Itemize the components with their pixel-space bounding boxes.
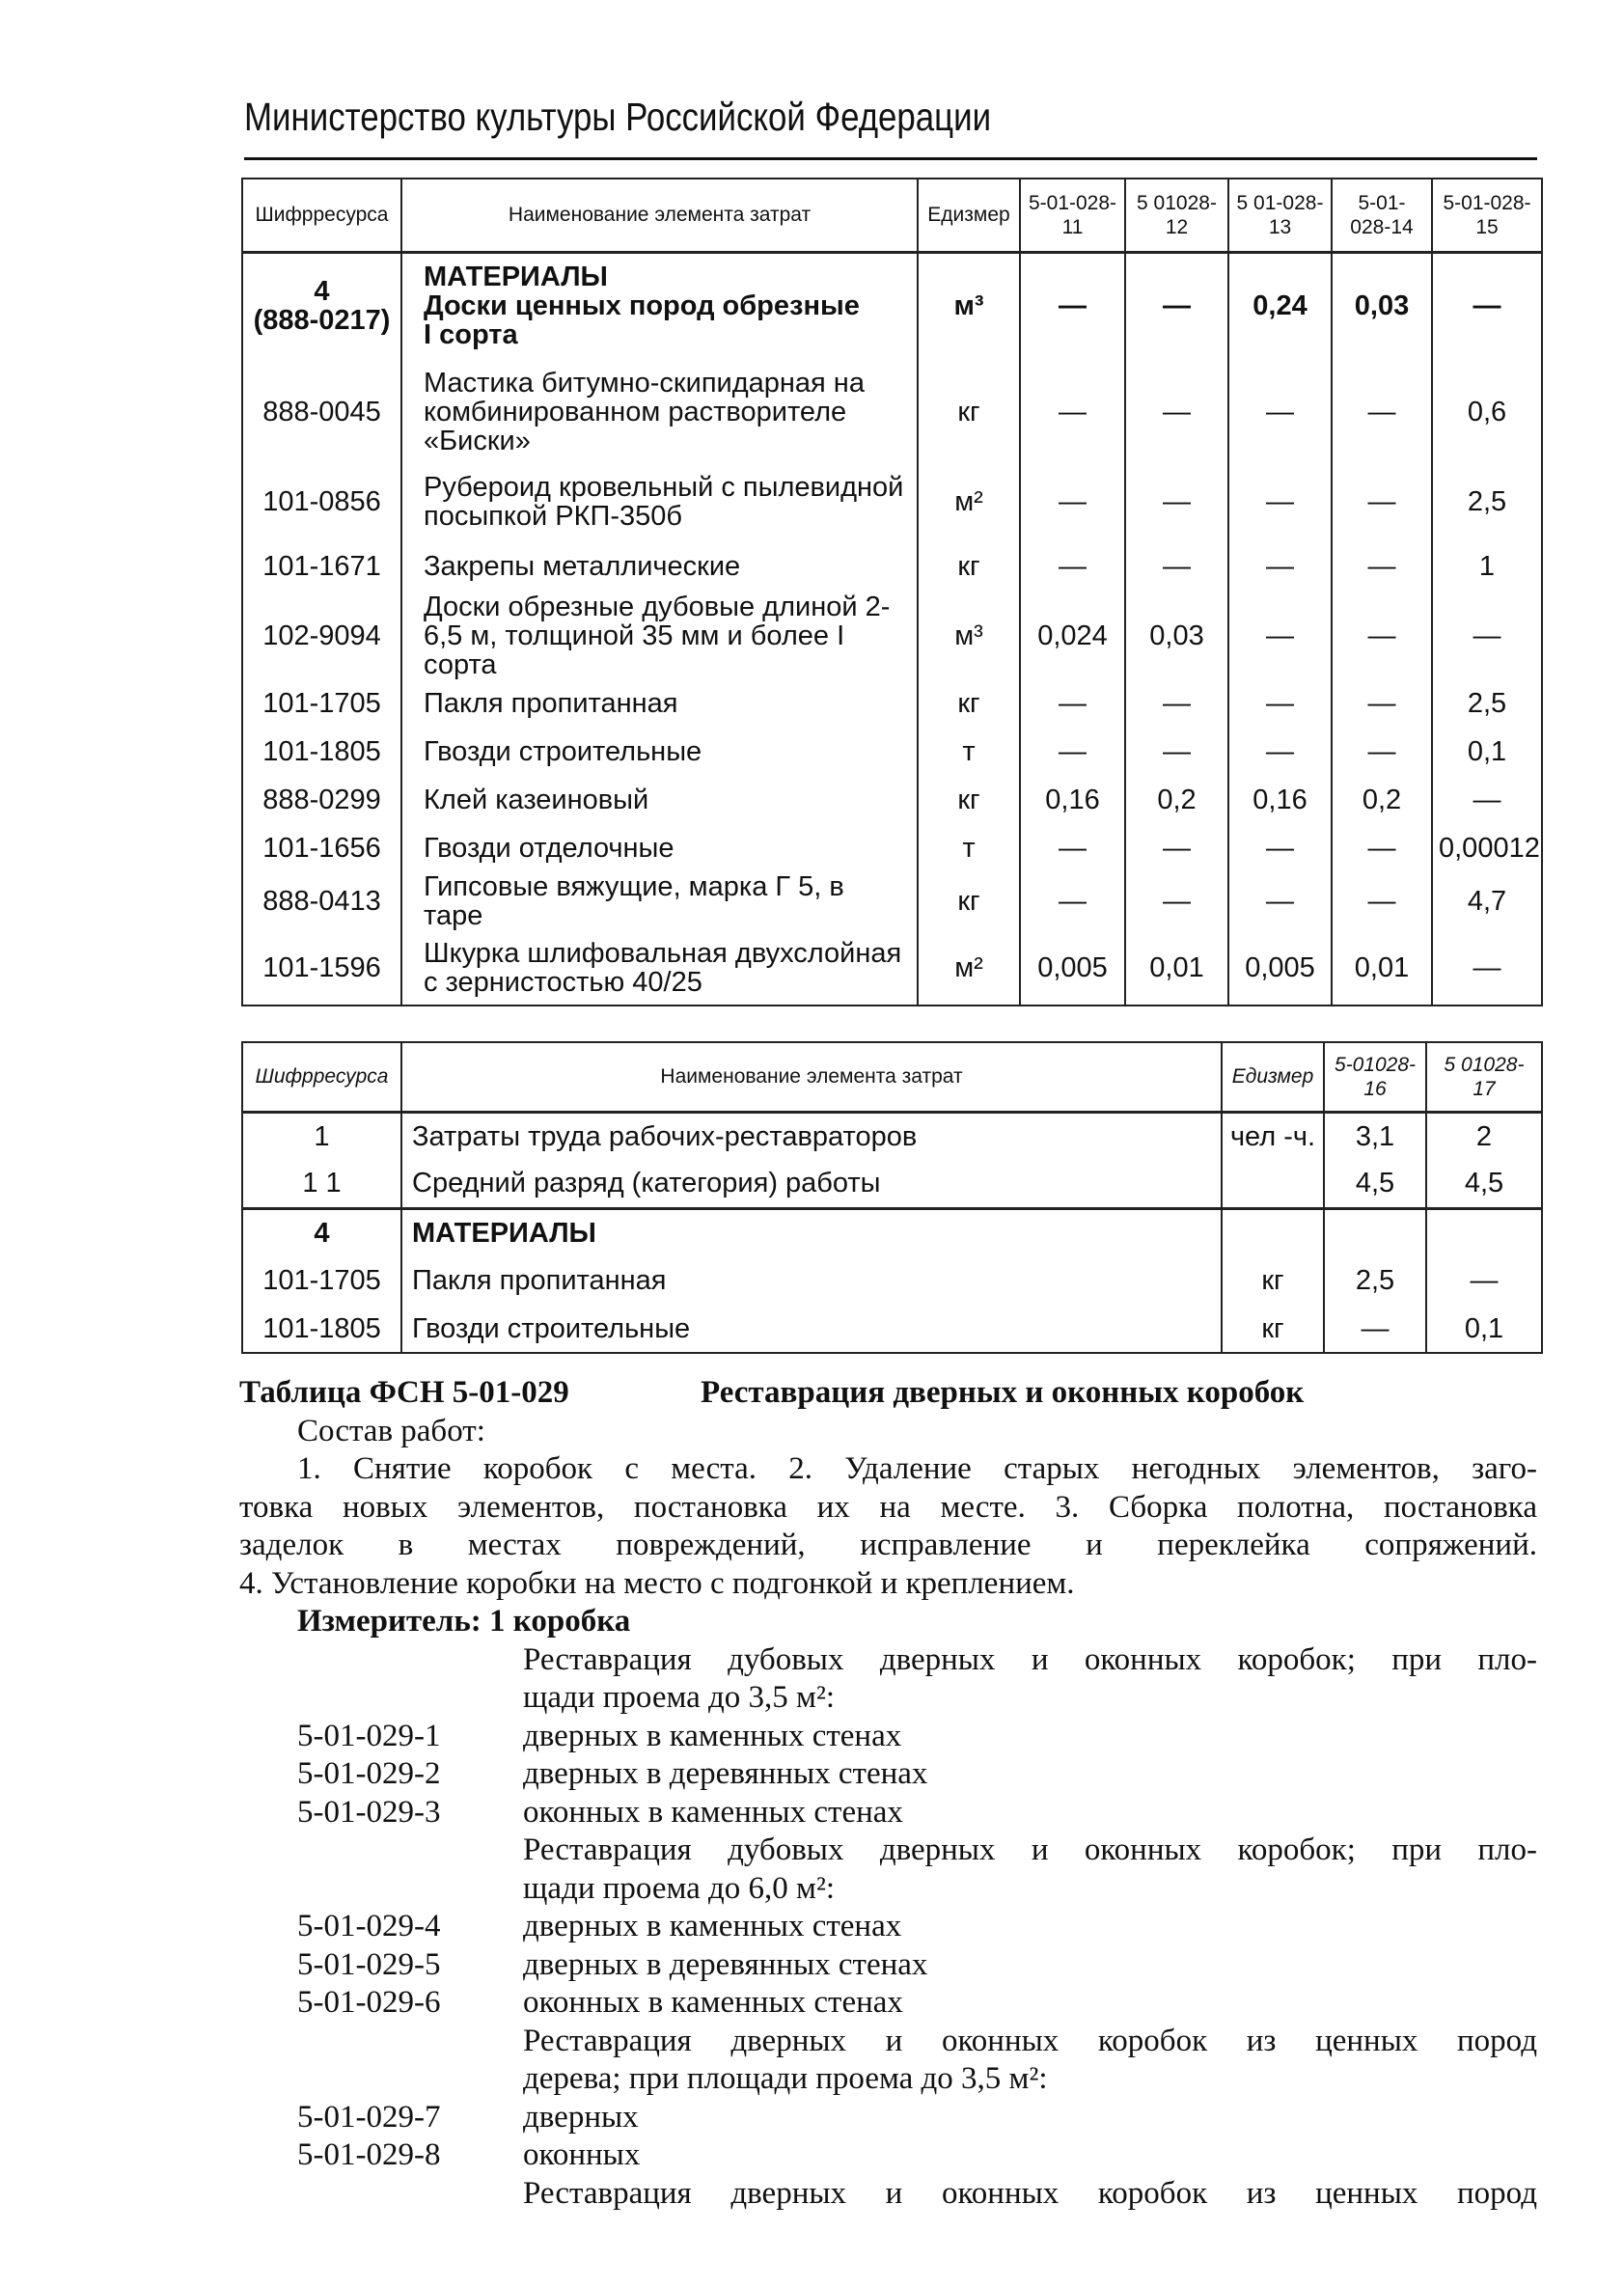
- rate-item: [239, 1946, 1537, 1985]
- composition-line: товка новых элементов, постановка их на месте. 3. Сборка полотна, постановка: [239, 1489, 1537, 1525]
- rate-code: 5-01-029-8: [297, 2137, 441, 2172]
- value-cell: —: [1020, 872, 1125, 930]
- value-cell: —: [1228, 679, 1332, 728]
- value-cell: 2,5: [1432, 679, 1542, 728]
- resource-unit: кг: [1222, 1305, 1324, 1353]
- value-cell: 0,16: [1020, 776, 1125, 824]
- table-row: [242, 1160, 1542, 1208]
- rate-desc: дверных в каменных стенах: [523, 1718, 902, 1753]
- resource-unit: т: [918, 824, 1020, 872]
- value-cell: —: [1332, 592, 1432, 679]
- resource-name: Средний разряд (категория) работы: [401, 1160, 1222, 1208]
- resource-unit: кг: [918, 872, 1020, 930]
- rate-desc: дверных в деревянных стенах: [523, 1946, 928, 1982]
- value-cell: [1324, 1208, 1426, 1256]
- composition-line: заделок в местах повреждений, исправление и переклейка сопряжений.: [239, 1528, 1537, 1562]
- resource-name: Затраты труда рабочих-реставраторов: [401, 1112, 1222, 1160]
- value-cell: 0,6: [1432, 359, 1542, 464]
- resource-unit: кг: [1222, 1256, 1324, 1305]
- resource-unit: [1222, 1208, 1324, 1256]
- value-cell: —: [1125, 679, 1228, 728]
- header-col-028-12: 5 01028-12: [1125, 179, 1228, 252]
- value-cell: —: [1020, 252, 1125, 359]
- resource-code: 1 1: [242, 1160, 401, 1208]
- resource-code: 4: [242, 1208, 401, 1256]
- resource-code: 4 (888-0217): [242, 252, 401, 359]
- resource-table-028-16-17: [241, 1041, 1543, 1354]
- table-row: [242, 1305, 1542, 1353]
- value-cell: —: [1332, 824, 1432, 872]
- header-col-028-14: 5-01-028-14: [1332, 179, 1432, 252]
- fsn-table-label: Таблица ФСН 5-01-029: [239, 1375, 569, 1410]
- resource-name: Пакля пропитанная: [401, 1256, 1222, 1305]
- table-row: [242, 728, 1542, 776]
- value-cell: 4,5: [1324, 1160, 1426, 1208]
- value-cell: —: [1432, 252, 1542, 359]
- fsn-table-title: Реставрация дверных и оконных коробок: [701, 1375, 1305, 1410]
- value-cell: 0,024: [1020, 592, 1125, 679]
- table-header-row: [242, 179, 1542, 252]
- header-code: Шифрресурса: [242, 179, 401, 252]
- value-cell: —: [1324, 1305, 1426, 1353]
- header-unit: Едизмер: [918, 179, 1020, 252]
- resource-unit: м²: [918, 464, 1020, 539]
- table-row: [242, 359, 1542, 464]
- resource-unit: т: [918, 728, 1020, 776]
- value-cell: —: [1125, 728, 1228, 776]
- rate-code: 5-01-029-3: [297, 1794, 441, 1830]
- value-cell: 3,1: [1324, 1112, 1426, 1160]
- value-cell: —: [1332, 464, 1432, 539]
- resource-name: Гвозди отделочные: [401, 824, 918, 872]
- header-rule: [244, 157, 1537, 160]
- rate-code: 5-01-029-4: [297, 1909, 441, 1943]
- value-cell: 0,16: [1228, 776, 1332, 824]
- group-title-line: Реставрация дверных и оконных коробок из ценных пород: [523, 2023, 1537, 2058]
- rate-desc: оконных: [523, 2137, 641, 2172]
- resource-code: 101-1671: [242, 539, 401, 592]
- header-name: Наименование элемента затрат: [401, 179, 918, 252]
- resource-code: 101-0856: [242, 464, 401, 539]
- value-cell: 2: [1426, 1112, 1542, 1160]
- resource-unit: м²: [918, 930, 1020, 1006]
- table-row: [242, 1112, 1542, 1160]
- resource-unit: м³: [918, 252, 1020, 359]
- value-cell: —: [1228, 539, 1332, 592]
- rate-desc: дверных: [523, 2099, 639, 2135]
- resource-name: Клей казеиновый: [401, 776, 918, 824]
- composition-label: Состав работ:: [297, 1413, 485, 1448]
- resource-name: Гипсовые вяжущие, марка Г 5, в таре: [401, 872, 918, 930]
- value-cell: —: [1332, 539, 1432, 592]
- resource-name: МАТЕРИАЛЫ Доски ценных пород обрезные I сорта: [401, 252, 918, 359]
- header-col-028-16: 5-01028-16: [1324, 1042, 1426, 1112]
- resource-unit: м³: [918, 592, 1020, 679]
- resource-code: 102-9094: [242, 592, 401, 679]
- value-cell: —: [1228, 728, 1332, 776]
- value-cell: —: [1228, 592, 1332, 679]
- rate-code: 5-01-029-2: [297, 1756, 441, 1791]
- value-cell: 0,24: [1228, 252, 1332, 359]
- meter-label: Измеритель: 1 коробка: [297, 1604, 631, 1639]
- value-cell: 4,7: [1432, 872, 1542, 930]
- value-cell: —: [1125, 872, 1228, 930]
- value-cell: 4,5: [1426, 1160, 1542, 1208]
- value-cell: —: [1125, 359, 1228, 464]
- value-cell: —: [1125, 464, 1228, 539]
- value-cell: 2,5: [1324, 1256, 1426, 1305]
- table-row: [242, 824, 1542, 872]
- rate-desc: дверных в каменных стенах: [523, 1909, 902, 1943]
- group-title-line: Реставрация дубовых дверных и оконных коробок; при пло-: [523, 1641, 1537, 1677]
- value-cell: 0,005: [1020, 930, 1125, 1006]
- meter-row: [239, 1603, 1537, 1641]
- value-cell: —: [1332, 679, 1432, 728]
- value-cell: —: [1125, 539, 1228, 592]
- value-cell: 0,2: [1332, 776, 1432, 824]
- composition-line: 4. Установление коробки на место с подгонкой и креплением.: [239, 1565, 1075, 1601]
- value-cell: 0,03: [1125, 592, 1228, 679]
- rate-item: [239, 1718, 1537, 1756]
- value-cell: 0,1: [1432, 728, 1542, 776]
- resource-name: Рубероид кровельный с пылевидной посыпкой РКП-350б: [401, 464, 918, 539]
- resource-unit: кг: [918, 359, 1020, 464]
- resource-unit: [1222, 1160, 1324, 1208]
- group-title-line: щади проема до 6,0 м²:: [523, 1870, 836, 1906]
- header-name: Наименование элемента затрат: [401, 1042, 1222, 1112]
- resource-name: МАТЕРИАЛЫ: [401, 1208, 1222, 1256]
- resource-unit: кг: [918, 679, 1020, 728]
- rate-item: [239, 1984, 1537, 2023]
- value-cell: —: [1432, 930, 1542, 1006]
- value-cell: —: [1426, 1256, 1542, 1305]
- resource-code: 101-1705: [242, 679, 401, 728]
- resource-name: Мастика битумно-скипидарная на комбинированном растворителе «Биски»: [401, 359, 918, 464]
- resource-unit: кг: [918, 539, 1020, 592]
- group-title-line: Реставрация дверных и оконных коробок из ценных пород: [523, 2175, 1537, 2211]
- table-row: [242, 539, 1542, 592]
- value-cell: —: [1125, 252, 1228, 359]
- resource-name: Гвозди строительные: [401, 728, 918, 776]
- rate-desc: дверных в деревянных стенах: [523, 1756, 928, 1791]
- group-title-line: щади проема до 3,5 м²:: [523, 1680, 836, 1715]
- value-cell: —: [1228, 872, 1332, 930]
- value-cell: —: [1432, 592, 1542, 679]
- value-cell: 0,03: [1332, 252, 1432, 359]
- page-title: Министерство культуры Российской Федерации: [244, 95, 992, 139]
- table-row: [242, 872, 1542, 930]
- table-row: [242, 252, 1542, 359]
- resource-code: 101-1705: [242, 1256, 401, 1305]
- value-cell: —: [1228, 359, 1332, 464]
- value-cell: —: [1125, 824, 1228, 872]
- value-cell: —: [1432, 776, 1542, 824]
- rate-code: 5-01-029-1: [297, 1718, 441, 1753]
- composition-label-row: [239, 1413, 1537, 1451]
- rate-desc: оконных в каменных стенах: [523, 1794, 903, 1830]
- resource-code: 101-1656: [242, 824, 401, 872]
- value-cell: —: [1020, 728, 1125, 776]
- resource-table-028-11-15: [241, 178, 1543, 1006]
- resource-name: Гвозди строительные: [401, 1305, 1222, 1353]
- resource-unit: кг: [918, 776, 1020, 824]
- resource-code: 888-0299: [242, 776, 401, 824]
- resource-code: 888-0413: [242, 872, 401, 930]
- rate-item: [239, 1794, 1537, 1832]
- table-header-row: [242, 1042, 1542, 1112]
- resource-code: 1: [242, 1112, 401, 1160]
- table-row: [242, 679, 1542, 728]
- resource-name: Закрепы металлические: [401, 539, 918, 592]
- resource-unit: чел -ч.: [1222, 1112, 1324, 1160]
- value-cell: —: [1020, 539, 1125, 592]
- header-unit: Едизмер: [1222, 1042, 1324, 1112]
- value-cell: —: [1020, 679, 1125, 728]
- header-col-028-13: 5 01-028-13: [1228, 179, 1332, 252]
- header-col-028-17: 5 01028-17: [1426, 1042, 1542, 1112]
- rate-item: [239, 2136, 1537, 2175]
- value-cell: [1426, 1208, 1542, 1256]
- value-cell: —: [1020, 464, 1125, 539]
- rate-desc: оконных в каменных стенах: [523, 1985, 903, 2020]
- value-cell: 1: [1432, 539, 1542, 592]
- resource-name: Доски обрезные дубовые длиной 2- 6,5 м, толщиной 35 мм и более I сорта: [401, 592, 918, 679]
- resource-code: 101-1805: [242, 728, 401, 776]
- fsn-section: [239, 1374, 1537, 2213]
- value-cell: —: [1332, 359, 1432, 464]
- resource-name: Шкурка шлифовальная двухслойная с зернистостью 40/25: [401, 930, 918, 1006]
- group-title-line: дерева; при площади проема до 3,5 м²:: [523, 2061, 1048, 2096]
- value-cell: 0,005: [1228, 930, 1332, 1006]
- rate-item: [239, 1908, 1537, 1946]
- table-row: [242, 1208, 1542, 1256]
- rate-code: 5-01-029-7: [297, 2099, 441, 2135]
- value-cell: —: [1228, 464, 1332, 539]
- table-row: [242, 930, 1542, 1006]
- value-cell: —: [1020, 824, 1125, 872]
- fsn-table-heading: [239, 1374, 1537, 1413]
- rate-item: [239, 2099, 1537, 2137]
- resource-code: 101-1805: [242, 1305, 401, 1353]
- table-row: [242, 464, 1542, 539]
- header-code: Шифрресурса: [242, 1042, 401, 1112]
- rate-code: 5-01-029-5: [297, 1946, 441, 1982]
- table-row: [242, 1256, 1542, 1305]
- value-cell: —: [1332, 728, 1432, 776]
- composition-line: 1. Снятие коробок с места. 2. Удаление старых негодных элементов, заго-: [297, 1451, 1537, 1486]
- rate-code: 5-01-029-6: [297, 1985, 441, 2020]
- value-cell: —: [1332, 872, 1432, 930]
- value-cell: 0,01: [1332, 930, 1432, 1006]
- value-cell: —: [1020, 359, 1125, 464]
- value-cell: 0,01: [1125, 930, 1228, 1006]
- group-title-line: Реставрация дубовых дверных и оконных коробок; при пло-: [523, 1832, 1537, 1867]
- page-header: [244, 95, 1537, 160]
- value-cell: —: [1228, 824, 1332, 872]
- header-col-028-11: 5-01-028-11: [1020, 179, 1125, 252]
- resource-code: 101-1596: [242, 930, 401, 1006]
- table-row: [242, 592, 1542, 679]
- resource-code: 888-0045: [242, 359, 401, 464]
- value-cell: 0,1: [1426, 1305, 1542, 1353]
- resource-name: Пакля пропитанная: [401, 679, 918, 728]
- value-cell: 0,2: [1125, 776, 1228, 824]
- table-row: [242, 776, 1542, 824]
- value-cell: 0,00012: [1432, 824, 1542, 872]
- header-col-028-15: 5-01-028-15: [1432, 179, 1542, 252]
- value-cell: 2,5: [1432, 464, 1542, 539]
- rate-item: [239, 1755, 1537, 1794]
